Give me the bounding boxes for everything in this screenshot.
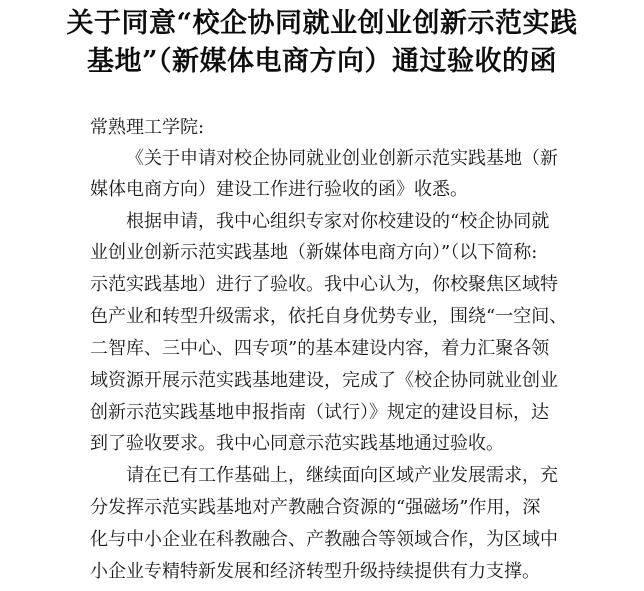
document-title-line-2: 基地”（新媒体电商方向）通过验收的函 [86,46,558,77]
paragraph-line: 媒体电商方向）建设工作进行验收的函》收悉。 [90,179,468,200]
paragraph-line: 分发挥示范实践基地对产教融合资源的“强磁场”作用，深 [90,497,541,518]
paragraph-line: 域资源开展示范实践基地建设，完成了《校企协同就业创业 [90,370,558,391]
document-title-line-1: 关于同意“校企协同就业创业创新示范实践 [66,8,578,39]
paragraph-line: 化与中小企业在科教融合、产教融合等领域合作，为区域中 [90,529,558,550]
salutation: 常熟理工学院: [90,117,205,138]
paragraph-line: 请在已有工作基础上，继续面向区域产业发展需求，充 [126,465,558,486]
paragraph-line: 二智库、三中心、四专项”的基本建设内容，着力汇聚各领 [90,338,550,359]
paragraph-line: 小企业专精特新发展和经济转型升级持续提供有力支撑。 [90,561,540,582]
paragraph-line: 《关于申请对校企协同就业创业创新示范实践基地（新 [126,148,558,169]
paragraph-line: 业创业创新示范实践基地（新媒体电商方向）”（以下简称: [90,242,538,263]
paragraph-line: 色产业和转型升级需求，依托自身优势专业，围绕“一空间、 [90,306,568,327]
paragraph-line: 创新示范实践基地申报指南（试行）》规定的建设目标，达 [90,402,549,423]
paragraph-line: 根据申请，我中心组织专家对你校建设的“校企协同就 [126,211,550,232]
paragraph-line: 到了验收要求。我中心同意示范实践基地通过验收。 [90,433,504,454]
paragraph-line: 示范实践基地）进行了验收。我中心认为，你校聚焦区域特 [90,274,558,295]
